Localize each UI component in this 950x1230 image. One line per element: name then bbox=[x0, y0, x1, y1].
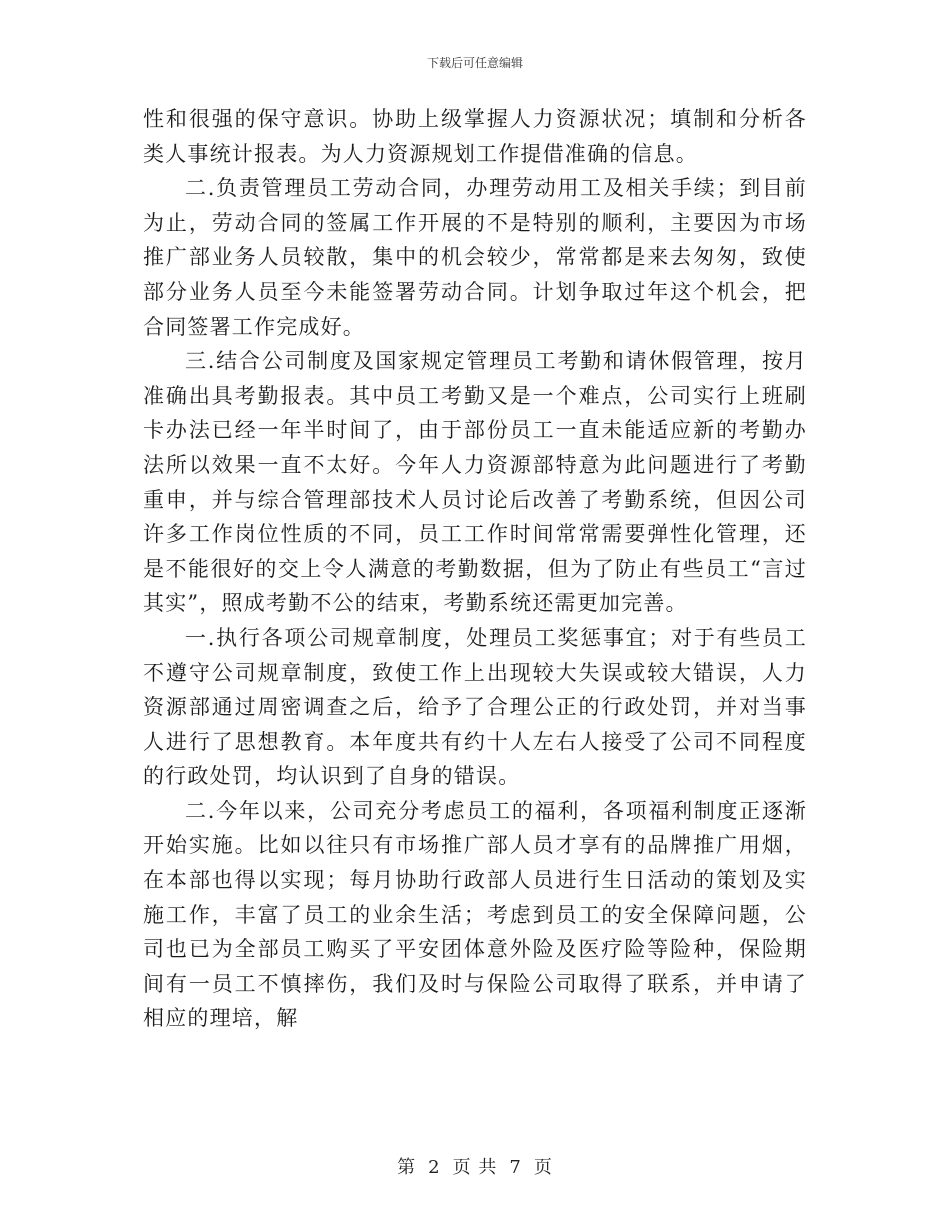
paragraph-4: 一.执行各项公司规章制度，处理员工奖惩事宜；对于有些员工不遵守公司规章制度，致使工作上出现较大失误或较大错误，人力资源部通过周密调查之后，给予了合理公正的行政处罚，并对当事人进行了思想教育。本年度共有约十人左右人接受了公司不同程度的行政处罚，均认识到了自身的错误。 bbox=[143, 625, 807, 789]
footer-total-pages: 7 bbox=[509, 1157, 522, 1178]
page-footer bbox=[0, 1153, 950, 1179]
document-body bbox=[143, 102, 807, 1036]
footer-prefix: 第 bbox=[397, 1157, 417, 1178]
paragraph-3: 三.结合公司制度及国家规定管理员工考勤和请休假管理，按月准确出具考勤报表。其中员工考勤又是一个难点，公司实行上班刷卡办法已经一年半时间了，由于部份员工一直未能适应新的考勤办法所以效果一直不太好。今年人力资源部特意为此问题进行了考勤重申，并与综合管理部技术人员讨论后改善了考勤系统，但因公司许多工作岗位性质的不同，员工工作时间常常需要弹性化管理，还是不能很好的交上令人满意的考勤数据，但为了防止有些员工“言过其实”，照成考勤不公的结束，考勤系统还需更加完善。 bbox=[143, 349, 807, 616]
footer-middle: 页 共 bbox=[452, 1157, 498, 1178]
page-header: 下载后可任意编辑 bbox=[426, 56, 523, 70]
paragraph-2: 二.负责管理员工劳动合同，办理劳动用工及相关手续；到目前为止，劳动合同的签属工作开展的不是特别的顺利，主要因为市场推广部业务人员较散，集中的机会较少，常常都是来去匆匆，致使部分业务人员至今未能签署劳动合同。计划争取过年这个机会，把合同签署工作完成好。 bbox=[143, 176, 807, 339]
footer-suffix: 页 bbox=[533, 1157, 553, 1178]
footer-current-page: 2 bbox=[428, 1157, 441, 1178]
paragraph-1: 性和很强的保守意识。协助上级掌握人力资源状况；填制和分析各类人事统计报表。为人力资源规划工作提借准确的信息。 bbox=[143, 107, 807, 166]
paragraph-5: 二.今年以来，公司充分考虑员工的福利，各项福利制度正逐渐开始实施。比如以往只有市场推广部人员才享有的品牌推广用烟，在本部也得以实现；每月协助行政部人员进行生日活动的策划及实施工作，丰富了员工的业余生活；考虑到员工的安全保障问题，公司也已为全部员工购买了平安团体意外险及医疗险等险种，保险期间有一员工不慎摔伤，我们及时与保险公司取得了联系，并申请了相应的理培，解 bbox=[143, 798, 807, 1031]
